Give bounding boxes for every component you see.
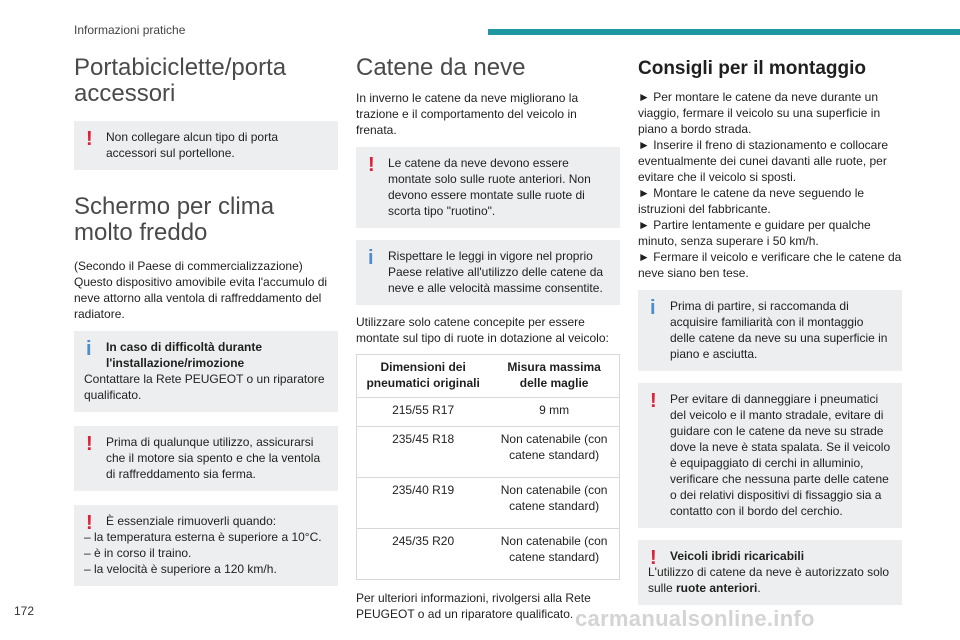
info-icon: i (86, 338, 92, 360)
column-left (74, 55, 338, 586)
warning-box-removal (74, 505, 338, 586)
snow-chains-intro: In inverno le catene da neve migliorano la trazione e il comportamento del veicolo in frenata. (356, 91, 579, 137)
table-header: Misura massima delle maglie (489, 355, 619, 398)
warning-box-damage (638, 383, 902, 528)
mounting-step: ► Inserire il freno di stazionamento e collocare eventualmente dei cunei davanti alle ruote, per evitare che il veicolo si sposti. (638, 138, 888, 184)
info-text: Prima di partire, si raccomanda di acquisire familiarità con il montaggio delle catene da neve su una superficie in piano e asciutta. (670, 299, 888, 361)
table-cell-link-size: Non catenabile (con catene standard) (489, 427, 619, 478)
column-right (638, 55, 902, 605)
warning-icon: ! (86, 512, 93, 534)
page-number: 172 (14, 604, 35, 618)
table-row (357, 529, 620, 580)
warning-box-hybrid (638, 540, 902, 605)
warning-text: Le catene da neve devono essere montate solo sulle ruote anteriori. Non devono essere montate sulle ruote di scorta tipo "ruotino". (388, 156, 591, 218)
warning-item: – è in corso il traino. (84, 546, 192, 560)
warning-icon: ! (650, 547, 657, 569)
warning-icon: ! (368, 154, 375, 176)
table-cell-link-size: Non catenabile (con catene standard) (489, 529, 619, 580)
warning-item: – la velocità è superiore a 120 km/h. (84, 562, 277, 576)
chains-usage-text: Utilizzare solo catene concepite per essere montate sul tipo di ruote in dotazione al veicolo: (356, 315, 609, 345)
table-row (357, 398, 620, 427)
warning-text-pre: L'utilizzo di catene da neve è autorizzato solo sulle (648, 565, 890, 595)
info-box-installation (74, 331, 338, 412)
table-cell-link-size: Non catenabile (con catene standard) (489, 478, 619, 529)
tyre-chain-table (356, 354, 620, 580)
watermark-text: carmanualsonline.info (575, 606, 815, 631)
table-cell-tyre: 215/55 R17 (357, 398, 490, 427)
info-icon: i (368, 247, 374, 269)
warning-icon: ! (86, 433, 93, 455)
cold-screen-description: (Secondo il Paese di commercializzazione) Questo dispositivo amovibile evita l'accumulo di neve attorno alla ventola di raffreddamento del radiatore. (74, 259, 328, 321)
warning-item: – la temperatura esterna è superiore a 10°C. (84, 530, 322, 544)
warning-icon: ! (650, 390, 657, 412)
mounting-step: ► Fermare il veicolo e verificare che le catene da neve siano ben tese. (638, 250, 902, 280)
warning-text: Prima di qualunque utilizzo, assicurarsi che il motore sia spento e che la ventola di raffreddamento sia ferma. (106, 435, 321, 481)
table-cell-tyre: 235/40 R19 (357, 478, 490, 529)
section-title-cold-screen: Schermo per clima molto freddo (74, 193, 275, 246)
info-text: Contattare la Rete PEUGEOT o un riparatore qualificato. (84, 372, 325, 402)
section-title-snow-chains: Catene da neve (356, 54, 526, 81)
warning-lead: È essenziale rimuoverli quando: (106, 514, 277, 528)
column-middle (356, 55, 620, 622)
info-box-laws (356, 240, 620, 305)
section-title-bike-rack: Portabiciclette/porta accessori (74, 54, 287, 107)
warning-text-post: . (757, 581, 761, 595)
info-text: Rispettare le leggi in vigore nel proprio Paese relative all'utilizzo delle catene da neve e alle velocità massime consentite. (388, 249, 604, 295)
warning-icon: ! (86, 128, 93, 150)
warning-text: Per evitare di danneggiare i pneumatici del veicolo e il manto stradale, evitare di guidare con le catene da neve su strade dove la neve è stata spalata. Se il veicolo è equipaggiato di cerchi in alluminio, verificare che nessuna parte delle catene o dei relativi dispositivi di fissaggio sia a contatto con il bordo del cerchio. (670, 392, 891, 518)
header-accent-bar (488, 29, 960, 35)
mounting-step: ► Partire lentamente e guidare per qualche minuto, senza superare i 50 km/h. (638, 218, 871, 248)
info-box-practice (638, 290, 902, 371)
section-title-mounting-tips: Consigli per il montaggio (638, 58, 866, 79)
warning-text: Non collegare alcun tipo di porta accessori sul portellone. (106, 130, 279, 160)
table-cell-link-size: 9 mm (489, 398, 619, 427)
warning-text-emphasis: ruote anteriori (676, 581, 758, 595)
warning-box-front-wheels (356, 147, 620, 228)
table-row (357, 427, 620, 478)
warning-box-fan (74, 426, 338, 491)
table-row (357, 478, 620, 529)
table-cell-tyre: 245/35 R20 (357, 529, 490, 580)
table-cell-tyre: 235/45 R18 (357, 427, 490, 478)
table-header: Dimensioni dei pneumatici originali (357, 355, 490, 398)
further-info-text: Per ulteriori informazioni, rivolgersi alla Rete PEUGEOT o ad un riparatore qualificato. (356, 591, 591, 621)
mounting-step: ► Montare le catene da neve seguendo le istruzioni del fabbricante. (638, 186, 865, 216)
info-icon: i (650, 297, 656, 319)
warning-text (648, 564, 892, 596)
warning-box-bike-rack (74, 121, 338, 170)
info-heading: In caso di difficoltà durante l'installazione/rimozione (106, 340, 263, 370)
warning-heading: Veicoli ibridi ricaricabili (670, 549, 805, 563)
running-header: Informazioni pratiche (74, 23, 186, 37)
mounting-step: ► Per montare le catene da neve durante un viaggio, fermare il veicolo su una superficie in piano a bordo strada. (638, 90, 881, 136)
